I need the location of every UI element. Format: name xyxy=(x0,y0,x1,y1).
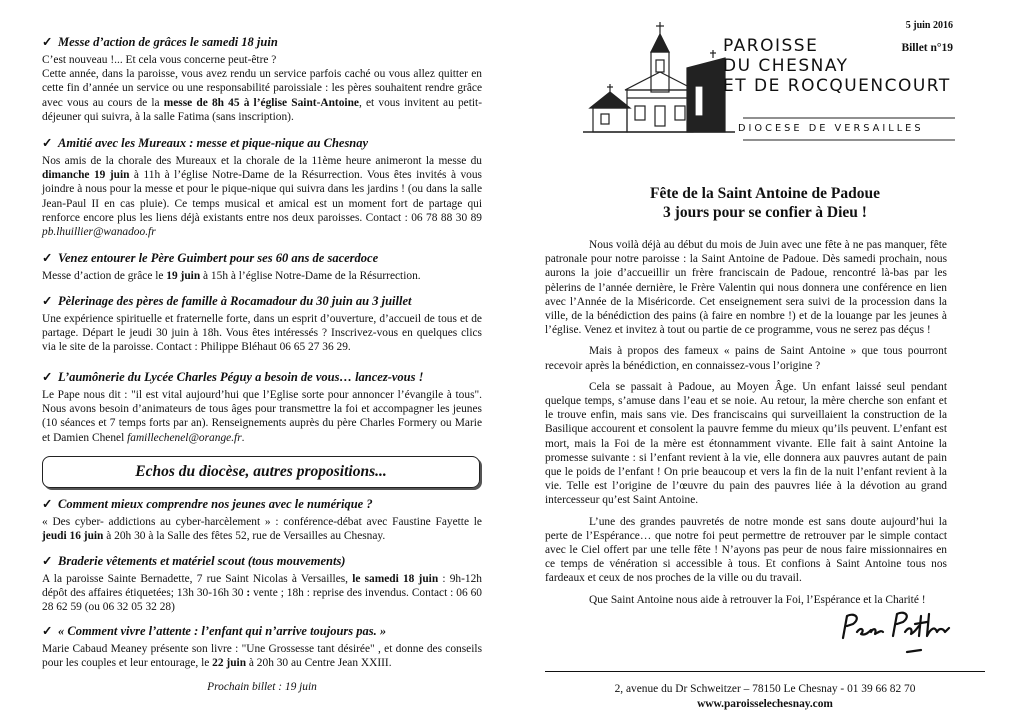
section-jeunes-numerique xyxy=(42,497,482,543)
article-paragraph: L’une des grandes pauvretés de notre monde est sans doute aujourd’hui la perte de l’Espérance… que notre foi peut permettre de retrouver par le simple contact avec le Ciel offert par une telle fête ! N’ayons pas peur de nous faire missionnaires en ce temps de vénération si accessible à tous. Et confions à Saint Antoine tous nos fardeaux et ceux de nos proches de la ville ou du travail. xyxy=(545,515,947,585)
email-text: famillechenel@orange.fr xyxy=(127,431,242,444)
check-icon: ✓ xyxy=(42,624,53,638)
body-text-run: Nos amis de la chorale des Mureaux et la chorale de la 11ème heure animeront la messe du xyxy=(42,155,482,167)
body-text-run: : xyxy=(246,587,251,600)
section-body xyxy=(42,312,482,355)
body-text-run: dimanche 19 juin xyxy=(42,169,130,182)
article-paragraph: Cela se passait à Padoue, au Moyen Âge. Un enfant laissé seul pendant quelque temps, s’amuse dans l’eau et se noie. Au retour, la mère cherche son enfant et le trouve enfin, mais sans vie. Des franciscains qui surveillaient la construction de la Basilique accourent et consolent la pauvre femme du mieux qu’ils peuvent. L’enfant est mort, mais la Foi de la mère est étonnamment vivante. Elle fait à saint Antoine la promesse suivante : si l’enfant revient à la vie, elle donnera aux pauvres autant de pain que le poids de l’enfant ! On prie beaucoup et vers la fin de la nuit l’enfant revient à la vie. Telle est l’origine de l’œuvre du pain des pauvres liée à la dévotion au grand intercesseur qu’est Saint Antoine. xyxy=(545,380,947,507)
email-text: pb.lhuillier@wanadoo.fr xyxy=(42,226,156,239)
check-icon: ✓ xyxy=(42,497,53,511)
section-body xyxy=(42,154,482,239)
body-text-run: 22 juin xyxy=(212,657,247,670)
article-paragraph: Nous voilà déjà au début du mois de Juin avec une fête à ne pas manquer, fête patronale pour notre paroisse : la Saint Antoine de Padoue. Dès samedi prochain, nous aurons la joie d’accueillir un frère franciscain de Padoue, rencontré là-bas par les pèlerins de l’année dernière, le Frère Valentin qui nous donnera une conférence en lien avec l’Année de la Miséricorde. Cet enseignement sera suivi de la procession dans la ville, de la bénédiction des pains (à faire en nombre !) et de la louange par les jeunes à l’église. Venez et invitez à tout ou partie de ce programme, vous ne serez pas déçus ! xyxy=(545,239,947,337)
section-title: ✓ L’aumônerie du Lycée Charles Péguy a besoin de vous… lancez-vous ! xyxy=(42,370,424,384)
check-icon: ✓ xyxy=(42,554,53,568)
billet-number: Billet n°19 xyxy=(901,42,953,54)
echos-diocese-banner: Echos du diocèse, autres propositions... xyxy=(42,456,480,488)
section-vivre-attente xyxy=(42,624,482,670)
article-body xyxy=(545,238,947,614)
section-pere-guimbert xyxy=(42,251,482,283)
signature xyxy=(835,602,965,662)
body-text-run: à 15h à l’église Notre-Dame de la Résurrection. xyxy=(200,270,421,282)
parish-logo-text xyxy=(723,36,951,96)
prochain-billet: Prochain billet : 19 juin xyxy=(207,681,317,693)
section-body xyxy=(42,53,482,124)
body-text-run: Cette année, dans la paroisse, vous avez rendu un service parfois caché ou vous allez quitter en cette fin d’année un service ou une responsabilité paroissiale : les pères souhaitent rendre grâce avec vous au cours de la xyxy=(42,68,482,109)
section-title: ✓ Venez entourer le Père Guimbert pour ses 60 ans de sacerdoce xyxy=(42,251,379,265)
check-icon: ✓ xyxy=(42,251,53,265)
section-title: ✓ Messe d’action de grâces le samedi 18 juin xyxy=(42,35,278,49)
logo-line-1: PAROISSE xyxy=(723,36,819,56)
footer-address: 2, avenue du Dr Schweitzer – 78150 Le Chesnay - 01 39 66 82 70 xyxy=(614,683,916,695)
check-icon: ✓ xyxy=(42,294,53,308)
body-text-run: 19 juin xyxy=(166,270,201,282)
footer-divider xyxy=(545,671,985,672)
check-icon: ✓ xyxy=(42,35,53,49)
logo-line-2: DU CHESNAY xyxy=(723,56,849,76)
article-title-line-2: 3 jours pour se confier à Dieu ! xyxy=(663,204,867,221)
body-text-run: messe de 8h 45 à l’église Saint-Antoine xyxy=(163,96,359,109)
section-messe-action-graces xyxy=(42,35,482,124)
body-text-run: , et vous invitent au petit-déjeuner qui suivra, à la salle Fatima (sans inscription). xyxy=(42,96,482,123)
section-body xyxy=(42,388,482,445)
section-aumonerie-peguy xyxy=(42,370,482,445)
section-body xyxy=(42,572,482,615)
article-title-line-1: Fête de la Saint Antoine de Padoue xyxy=(650,185,880,202)
body-text-run: Messe d’action de grâce le xyxy=(42,270,167,282)
diocese-label: DIOCESE DE VERSAILLES xyxy=(738,123,924,134)
body-text-run: à 11h à l’église Notre-Dame de la Résurrection. Vous êtes invités à vous joindre à nous pour la messe et pour le pique-nique qui suivra dans les jardins ! (ou dans la salle Jean-Paul II en cas pluie). Ce temps musical et amical est un moment fort de partage qui renforce encore plus les liens déjà existants entre nos deux paroisses. Contact : 06 78 88 30 89 xyxy=(42,169,482,224)
section-body xyxy=(42,642,482,670)
body-text-run: vente ; 18h : reprise des invendus. Contact : 06 60 28 62 59 (ou 06 32 05 32 28) xyxy=(42,587,482,614)
logo-line-3: ET DE ROCQUENCOURT xyxy=(723,76,951,96)
body-text-run: « Des cyber- addictions au cyber-harcèlement » : conférence-débat avec Faustine Fayette le xyxy=(42,516,482,528)
section-body xyxy=(42,269,482,283)
body-text-run: Marie Cabaud Meaney présente son livre : "Une Grossesse tant désirée" , et donne des conseils pour les couples et leur entourage, le xyxy=(42,643,482,670)
section-amitie-mureaux xyxy=(42,136,482,239)
article-paragraph: Mais à propos des fameux « pains de Saint Antoine » que tous pourront recevoir après la bénédiction, en connaissez-vous l’origine ? xyxy=(545,345,947,372)
section-pelerinage-rocamadour xyxy=(42,294,482,355)
section-body xyxy=(42,515,482,543)
section-title: ✓ Braderie vêtements et matériel scout (tous mouvements) xyxy=(42,554,346,568)
body-text-run: : 9h-12h dépôt des affaires étiquetées; 13h 30-16h 30 xyxy=(42,573,482,600)
article-paragraph: Que Saint Antoine nous aide à retrouver la Foi, l’Espérance et la Charité ! xyxy=(589,593,926,606)
body-text-run: à 20h 30 à la Salle des fêtes 52, rue de Versailles au Chesnay. xyxy=(103,530,386,543)
body-text-run: Une expérience spirituelle et fraternelle forte, dans un esprit d’ouverture, d’accueil de tous et de partage. Départ le jeudi 30 juin à 18h. Vous êtes intéressés ? Inscrivez-vous en quelques clics via le site de la paroisse. Contact : Philippe Bléhaut 06 65 27 36 29. xyxy=(42,313,482,354)
body-text-run: à 20h 30 au Centre Jean XXIII. xyxy=(246,657,392,670)
section-title: ✓ Amitié avec les Mureaux : messe et pique-nique au Chesnay xyxy=(42,136,369,150)
check-icon: ✓ xyxy=(42,136,53,150)
section-title: ✓ « Comment vivre l’attente : l’enfant qui n’arrive toujours pas. » xyxy=(42,624,387,638)
check-icon: ✓ xyxy=(42,370,53,384)
body-text-run: A la paroisse Sainte Bernadette, 7 rue Saint Nicolas à Versailles, xyxy=(42,573,353,585)
body-text-run: jeudi 16 juin xyxy=(42,530,104,543)
body-text-run: le samedi 18 juin xyxy=(352,573,439,585)
issue-date: 5 juin 2016 xyxy=(905,20,953,31)
section-title: ✓ Comment mieux comprendre nos jeunes avec le numérique ? xyxy=(42,497,373,511)
article-title xyxy=(545,184,985,222)
body-text-run: . xyxy=(241,431,245,444)
body-text-run: Le Pape nous dit : "il est vital aujourd’hui que l’Eglise sorte pour annoncer l’évangile à tous". Nous avons besoin d’animateurs de tous âges pour transmettre la foi et accompagner les jeunes (10 séances et 7 temps forts par an). Renseignements auprès du père Charles Formery ou Marie et Damien Chenel xyxy=(42,389,482,444)
section-title: ✓ Pèlerinage des pères de famille à Rocamadour du 30 juin au 3 juillet xyxy=(42,294,412,308)
body-text-run: C’est nouveau !... Et cela vous concerne peut-être ? xyxy=(42,54,277,66)
footer-website-link[interactable]: www.paroisselechesnay.com xyxy=(697,698,833,710)
section-braderie-scout xyxy=(42,554,482,615)
